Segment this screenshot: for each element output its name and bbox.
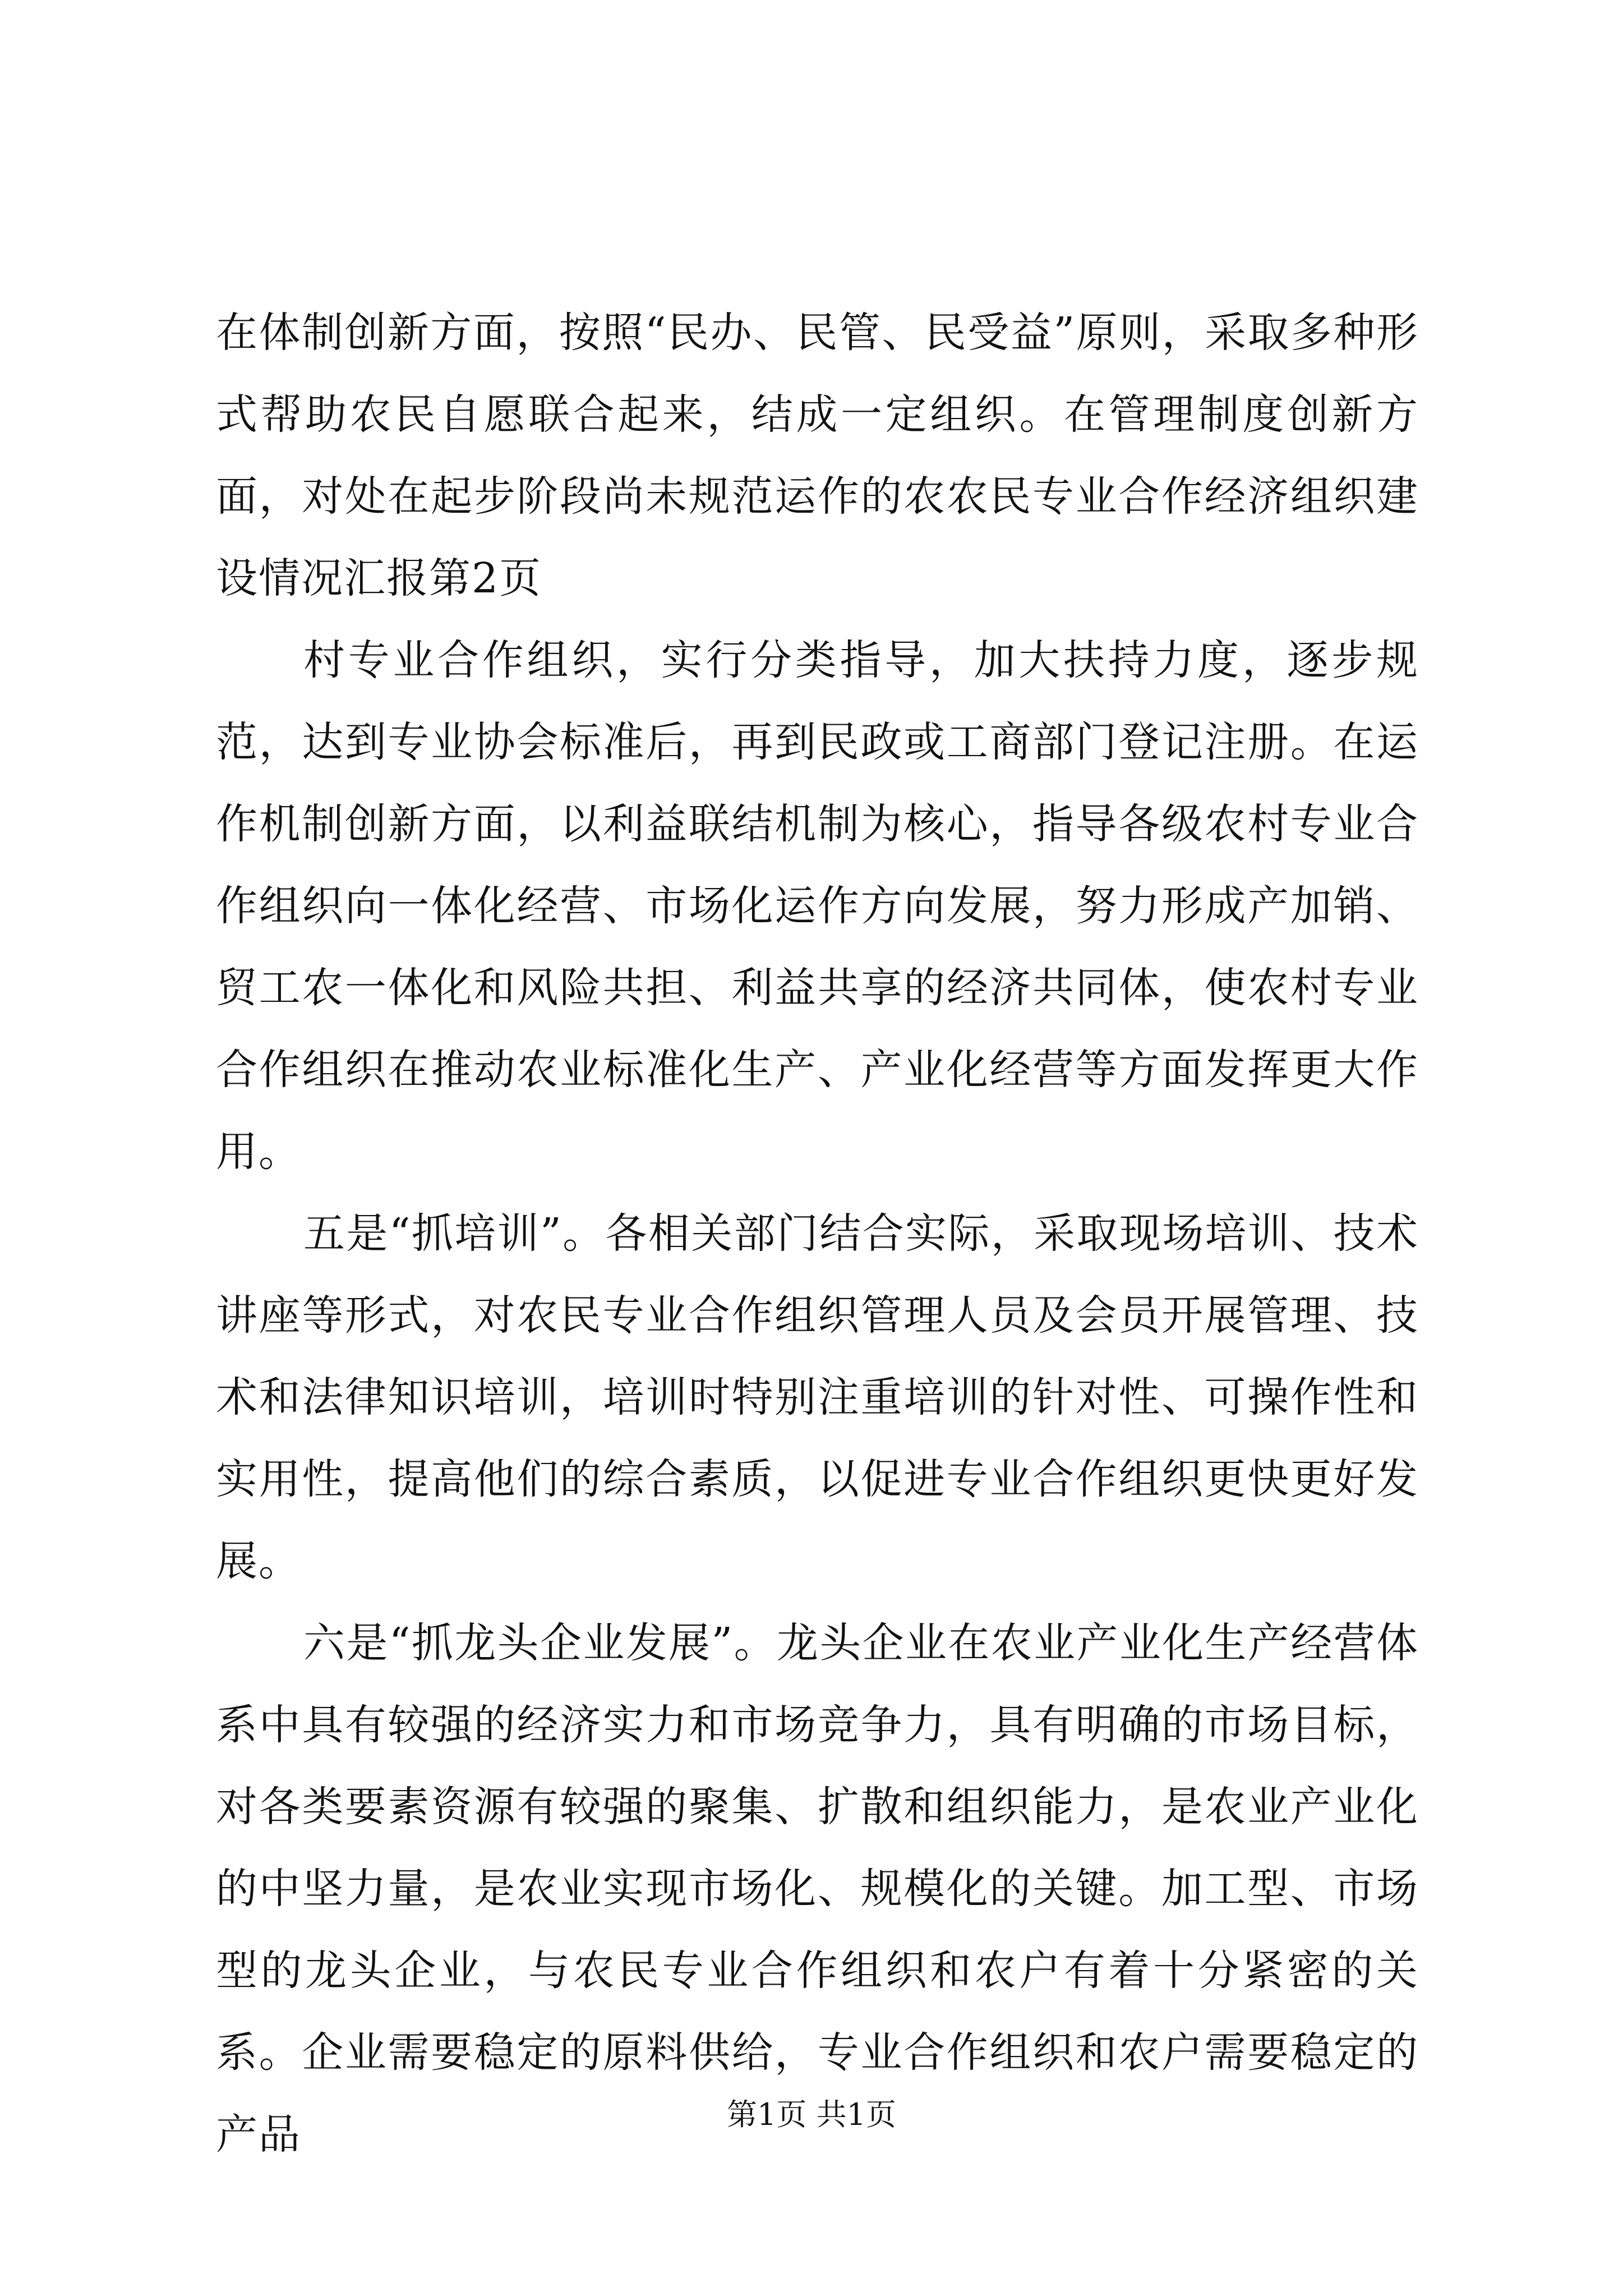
paragraph-leading-enterprise: 六是“抓龙头企业发展”。龙头企业在农业产业化生产经营体系中具有较强的经济实力和市场竞争力，具有明确的市场目标，对各类要素资源有较强的聚集、扩散和组织能力，是农业产业化的中坚力量，是农业实现市场化、规模化的关键。加工型、市场型的龙头企业，与农民专业合作组织和农户有着十分紧密的关系。企业需要稳定的原料供给，专业合作组织和农户需要稳定的产品 xyxy=(216,1619,1419,2159)
page-footer: 第1页 共1页 xyxy=(727,2097,896,2132)
body-text xyxy=(216,292,1419,2175)
paragraph-mechanism-innovation: 村专业合作组织，实行分类指导，加大扶持力度，逐步规范，达到专业协会标准后，再到民政或工商部门登记注册。在运作机制创新方面，以利益联结机制为核心，指导各级农村专业合作组织向一体化经营、市场化运作方向发展，努力形成产加销、贸工农一体化和风险共担、利益共享的经济共同体，使农村专业合作组织在推动农业标准化生产、产业化经营等方面发挥更大作用。 xyxy=(216,636,1419,1176)
paragraph-training: 五是“抓培训”。各相关部门结合实际，采取现场培训、技术讲座等形式，对农民专业合作组织管理人员及会员开展管理、技术和法律知识培训，培训时特别注重培训的针对性、可操作性和实用性，提高他们的综合素质，以促进专业合作组织更快更好发展。 xyxy=(216,1209,1419,1585)
paragraph-continuation: 在体制创新方面，按照“民办、民管、民受益”原则，采取多种形式帮助农民自愿联合起来，结成一定组织。在管理制度创新方面，对处在起步阶段尚未规范运作的农农民专业合作经济组织建设情况汇报第2页 xyxy=(216,309,1419,602)
